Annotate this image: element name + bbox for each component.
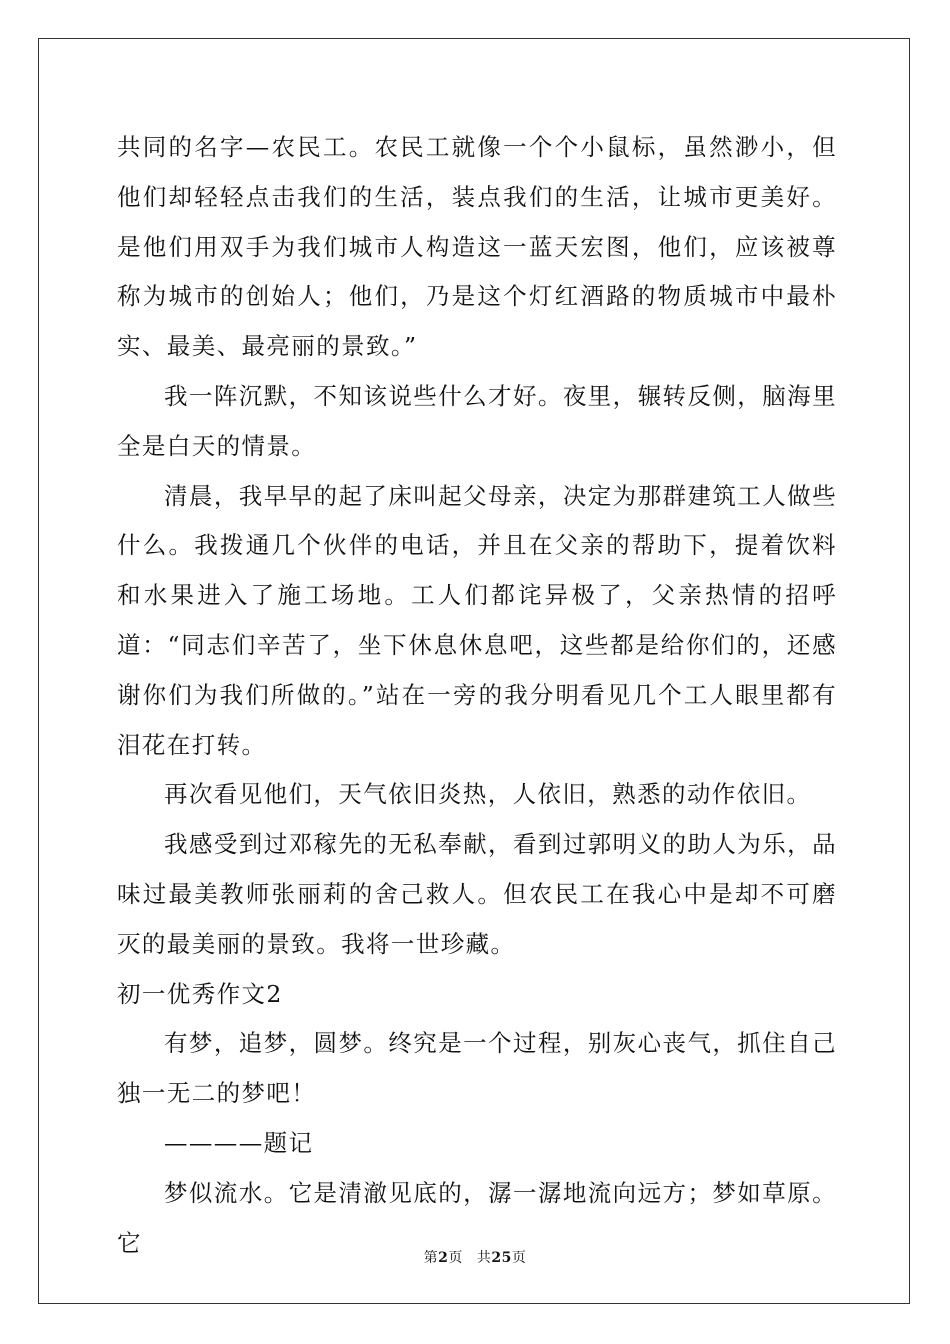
page-prefix: 第 <box>423 1250 439 1266</box>
section-title: 初一优秀作文2 <box>117 979 283 1008</box>
paragraph: 我一阵沉默，不知该说些什么才好。夜里，辗转反侧，脑海里全是白天的情景。 <box>117 381 837 460</box>
document-body <box>117 123 837 1268</box>
total-prefix: 共 <box>476 1250 492 1266</box>
paragraph: 再次看见他们，天气依旧炎热，人依旧，熟悉的动作依旧。 <box>164 780 812 809</box>
page-number: 2 <box>438 1250 449 1266</box>
paragraph: 共同的名字—农民工。农民工就像一个个小鼠标，虽然渺小，但他们却轻轻点击我们的生活，装点我们的生活，让城市更美好。是他们用双手为我们城市人构造这一蓝天宏图，他们，应该被尊称为城市的创始人；他们，乃是这个灯红酒路的物质城市中最朴实、最美、最亮丽的景致。” <box>117 133 837 361</box>
paragraph: 我感受到过邓稼先的无私奉献，看到过郭明义的助人为乐，品味过最美教师张丽莉的舍己救人。但农民工在我心中是却不可磨灭的最美丽的景致。我将一世珍藏。 <box>117 830 837 958</box>
page-suffix: 页 <box>448 1250 463 1266</box>
total-suffix: 页 <box>511 1250 527 1266</box>
paragraph: 梦似流水。它是清澈见底的，潺一潺地流向远方；梦如草原。它 <box>117 1178 837 1257</box>
epigraph-attribution: ————题记 <box>164 1128 314 1157</box>
page-footer <box>0 1247 950 1267</box>
total-pages: 25 <box>491 1250 512 1266</box>
paragraph: 清晨，我早早的起了床叫起父母亲，决定为那群建筑工人做些什么。我拨通几个伙伴的电话，并且在父亲的帮助下，提着饮料和水果进入了施工场地。工人们都诧异极了，父亲热情的招呼道：“同志们辛苦了，坐下休息休息吧，这些都是给你们的，还感谢你们为我们所做的。”站在一旁的我分明看见几个工人眼里都有泪花在打转。 <box>117 481 837 759</box>
paragraph: 有梦，追梦，圆梦。终究是一个过程，别灰心丧气，抓住自己独一无二的梦吧！ <box>117 1029 837 1108</box>
